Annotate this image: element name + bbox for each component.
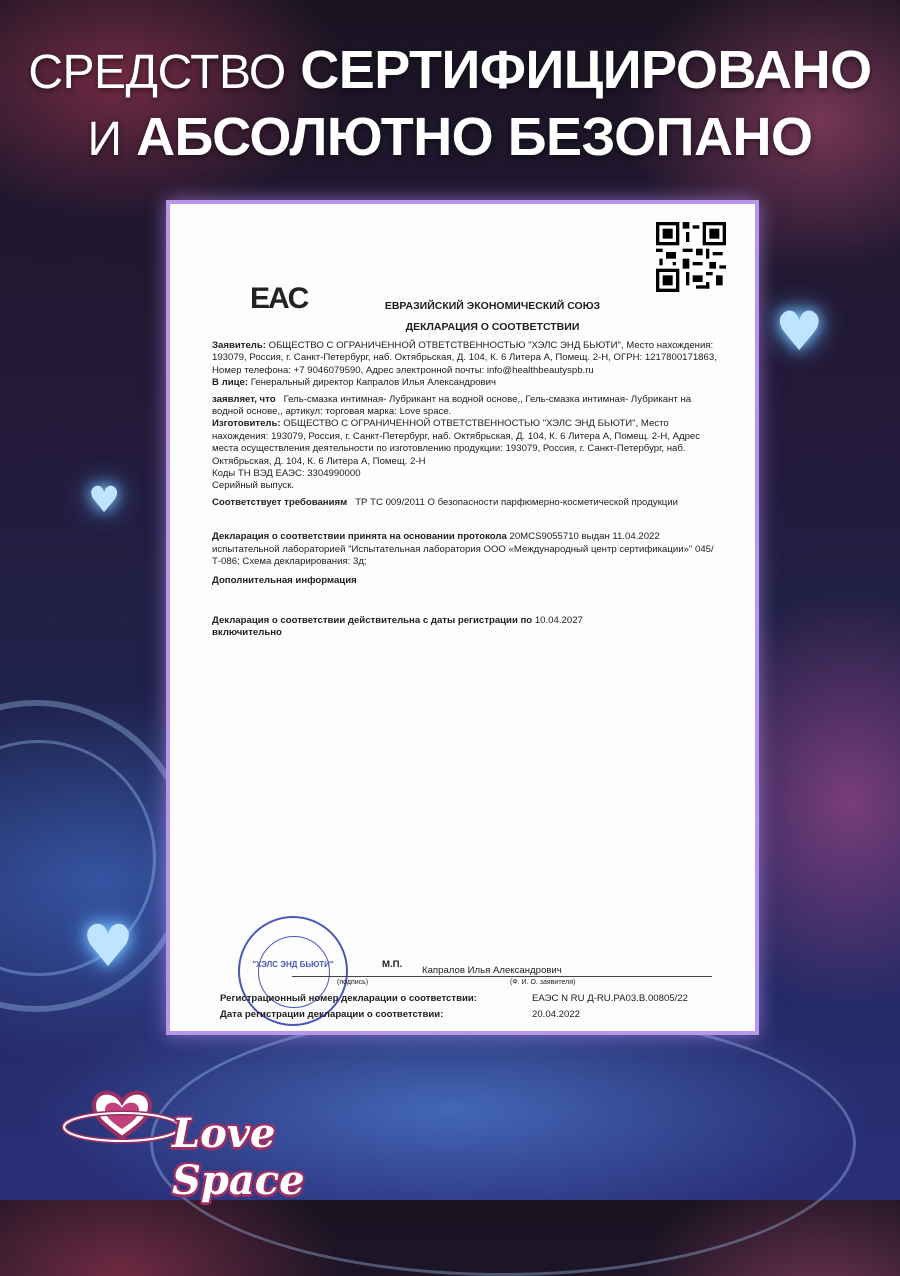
stamp-text: "ХЭЛС ЭНД БЬЮТИ" xyxy=(252,960,334,969)
headline-line1-light: СРЕДСТВО xyxy=(28,46,286,99)
document-body xyxy=(212,340,722,640)
basis-label: Декларация о соответствии принята на основании протокола xyxy=(212,531,507,543)
qr-code-icon xyxy=(656,222,726,292)
complies-label: Соответствует требованиям xyxy=(212,496,348,508)
reg-number-label: Регистрационный номер декларации о соответствии: xyxy=(220,993,477,1004)
validity-suffix: включительно xyxy=(212,627,282,639)
person-text: Генеральный директор Капралов Илья Александрович xyxy=(250,377,496,389)
manufacturer-label: Изготовитель: xyxy=(212,418,281,430)
codes-line: Коды ТН ВЭД ЕАЭС: 3304990000 xyxy=(212,468,361,480)
headline-line1-bold: СЕРТИФИЦИРОВАНО xyxy=(300,40,872,100)
mp-label: М.П. xyxy=(382,959,403,970)
love-space-logo xyxy=(60,1072,390,1204)
heart-planet-icon xyxy=(60,1072,190,1172)
basis-text: 20MCS9055710 выдан 11.04.2022 испытательной лабораторией "Испытательная лаборатория ООО «Международный центр сертификации»" 045/Т-086; Схема декларирования: 3д; xyxy=(212,531,714,568)
union-name: ЕВРАЗИЙСКИЙ ЭКОНОМИЧЕСКИЙ СОЮЗ xyxy=(384,300,601,312)
headline-line2-bold: АБСОЛЮТНО БЕЗОПАНО xyxy=(136,107,813,167)
person-label: В лице: xyxy=(212,377,249,389)
applicant-text: ОБЩЕСТВО С ОГРАНИЧЕННОЙ ОТВЕТСТВЕННОСТЬЮ "ХЭЛС ЭНД БЬЮТИ", Место нахождения: 193079, Россия, г. Санкт-Петербург, наб. Октябрьская, Д. 104, К. 6 Литера А, Помещ. 2-Н, ОГРН: 1217800171863, Номер телефона: +7 9046079590, Адрес электронной почты: info@healthbeautyspb.ru xyxy=(212,340,717,376)
reg-date-label: Дата регистрации декларации о соответствии: xyxy=(220,1009,444,1020)
reg-date: 20.04.2022 xyxy=(532,1009,581,1020)
complies-text: ТР ТС 009/2011 О безопасности парфюмерно-косметической продукции xyxy=(355,496,678,508)
heart-icon: ♥ xyxy=(88,480,121,521)
declares-label: заявляет, что xyxy=(212,393,276,405)
headline xyxy=(0,38,900,172)
validity-label: Декларация о соответствии действительна с даты регистрации по xyxy=(212,614,533,626)
signature-caption: (подпись) xyxy=(337,979,369,986)
headline-line2-light: И xyxy=(87,113,122,166)
validity-date: 10.04.2027 xyxy=(534,614,583,626)
document-title: ДЕКЛАРАЦИЯ О СООТВЕТСТВИИ xyxy=(405,321,580,333)
heart-icon: ♥ xyxy=(82,912,134,980)
serial-line: Серийный выпуск. xyxy=(212,480,295,492)
declaration-document xyxy=(166,200,759,1035)
reg-number: ЕАЭС N RU Д-RU.РА03.В.00805/22 xyxy=(532,993,688,1004)
eac-mark: EAC xyxy=(250,282,308,315)
signer-line xyxy=(412,976,712,977)
manufacturer-text: ОБЩЕСТВО С ОГРАНИЧЕННОЙ ОТВЕТСТВЕННОСТЬЮ "ХЭЛС ЭНД БЬЮТИ", Место нахождения: 193079, Россия, г. Санкт-Петербург, наб. Октябрьская, Д. 104, К. 6 Литера А, Помещ. 2-Н, Адрес места осуществления деятельности по изготовлению продукции: 193079, Россия, г. Санкт-Петербург, наб. Октябрьская, Д. 104, К. 6 Литера А, Помещ. 2-Н xyxy=(212,418,701,467)
signer-caption: (Ф. И. О. заявителя) xyxy=(510,979,576,986)
additional-info-label: Дополнительная информация xyxy=(212,574,357,586)
logo-text: Love Space xyxy=(172,1110,305,1204)
heart-icon: ♥ xyxy=(775,300,824,363)
applicant-label: Заявитель: xyxy=(212,340,266,351)
signer-name: Капралов Илья Александрович xyxy=(422,965,562,976)
declares-text: Гель-смазка интимная- Лубрикант на водной основе,, Гель-смазка интимная- Лубрикант на водной основе,, артикул: торговая марка: Love space. xyxy=(212,393,692,418)
